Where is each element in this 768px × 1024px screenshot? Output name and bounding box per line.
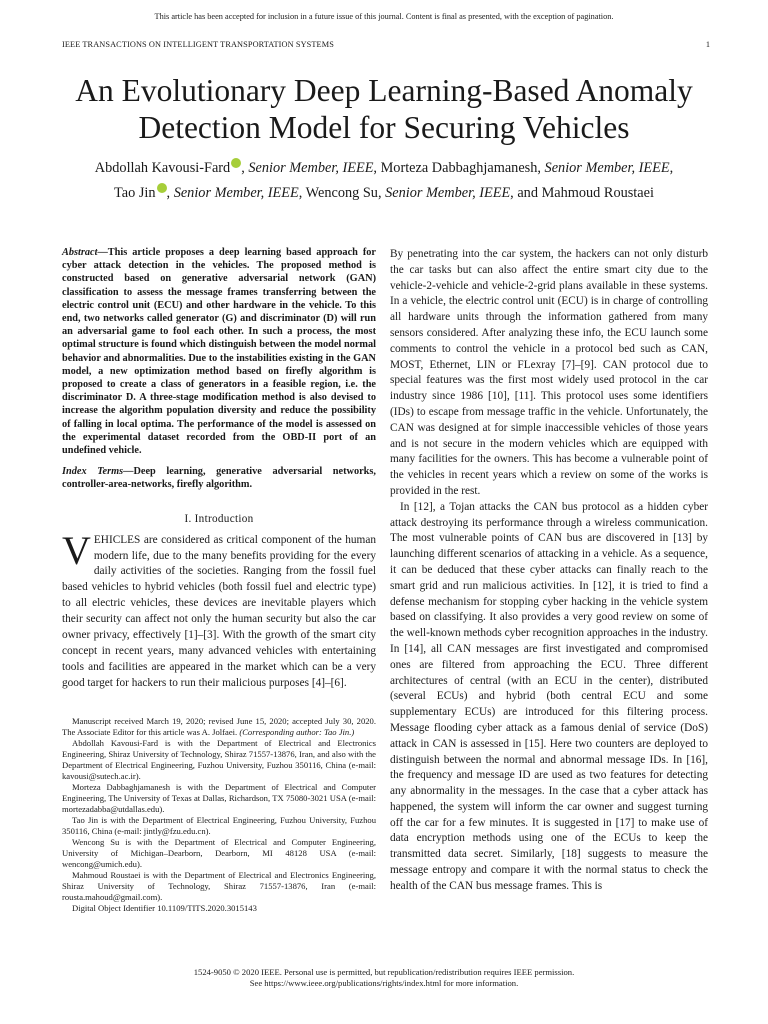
footnote-affiliation: Abdollah Kavousi-Fard is with the Department of Electrical and Electronics Engineering, Shiraz University of Technology, Shiraz 71557-13876, Iran, and also with the Department of Electrical Engineering, Fuzhou University, Fuzhou 350116, China (e-mail: kavousi@sutech.ac.ir).: [62, 738, 376, 781]
title-line-2: Detection Model for Securing Vehicles: [138, 110, 630, 145]
author-name: Tao Jin: [114, 185, 156, 201]
index-terms-text: Deep learning, generative adversarial networks, controller-area-networks, firefly algorithm.: [62, 466, 376, 491]
left-column: [62, 246, 376, 692]
author-name: Morteza Dabbaghjamanesh: [380, 160, 538, 176]
footnote-affiliation: Tao Jin is with the Department of Electrical Engineering, Fuzhou University, Fuzhou 350116, China (e-mail: jintly@fzu.edu.cn).: [62, 815, 376, 836]
abstract-lead: Abstract: [62, 247, 98, 258]
footnotes: [62, 716, 376, 914]
acceptance-banner: This article has been accepted for inclusion in a future issue of this journal. Content is final as presented, with the exception of pagination.: [154, 12, 614, 21]
footnote-affiliation: Morteza Dabbaghjamanesh is with the Department of Electrical and Computer Engineering, The University of Texas at Dallas, Richardson, TX 75080-3021 USA (e-mail: mortezadabba@utdallas.edu).: [62, 782, 376, 814]
page-number: 1: [705, 40, 710, 49]
paper-title: [60, 72, 708, 146]
manuscript-dates: Manuscript received March 19, 2020; revised June 15, 2020; accepted July 30, 2020. The Associate Editor for this article was A. Jolfaei.: [62, 716, 376, 737]
title-line-1: An Evolutionary Deep Learning-Based Anomaly: [75, 73, 693, 108]
body-paragraph: By penetrating into the car system, the hackers can not only disturb the car tasks but can also affect the entire smart city due to the vehicle-2-vehicle and vehicle-2-grid plans available in these systems. In a vehicle, the electric control unit (ECU) is in charge of controlling all hardware units through the information gathered from many sensors considered. After analyzing these info, the ECU launch some comments to control the vehicle in a protocol bed such as CAN, MOST, Ethernet, LIN or FLexray [7]–[9]. CAN protocol due to special features was the first most widely used protocol in the car industry since 1986 [10], [11]. This protocol uses some identifiers (IDs) to escape from message traffic in the vehicle. Unfortunately, the CAN was designed at for simple inaccessible vehicles of those years and is not secure in the modern vehicles which are equipped with many facilities for the owners. This has become a vulnerable point of the vehicles in recent years which a review on some of the works is provided in the rest.: [390, 248, 708, 497]
author-role: Senior Member, IEEE: [173, 185, 299, 201]
author-conjunction: and: [517, 185, 538, 201]
footnote-manuscript: [62, 716, 376, 738]
abstract: Abstract—This article proposes a deep learning based approach for cyber attack detection in the vehicles. The proposed method is constructed based on generative adversarial network (GAN) classification to assess the message frames transferring between the electric control unit (ECU) and other hardware in the vehicle. To this end, two networks called generator (G) and discriminator (D) will run an adversarial game to fool each other. In such a process, the most optimal structure is found which distinguish between the model normal behavior and abnormalities. Due to the instabilities existing in the GAN model, a new optimization method based on firefly algorithm is proposed to create a class of generators in a feasible region, i.e. the discriminator D. A three-stage modification method is also devised to increase the algorithm population diversity and reduce the possibility of falling in local optima. The performance of the model is assessed on the experimental dataset recorded from the OBD-II port of an undefined vehicle.: [62, 247, 376, 457]
intro-paragraph: [62, 527, 376, 692]
author-name: Mahmoud Roustaei: [541, 185, 654, 201]
footnote-affiliation: Wencong Su is with the Department of Electrical and Computer Engineering, University of Michigan–Dearborn, Dearborn, MI 48128 USA (e-mail: wencong@umich.edu).: [62, 837, 376, 869]
index-terms: Index Terms—Deep learning, generative adversarial networks, controller-area-networks, firefly algorithm.: [62, 466, 376, 491]
author-role: Senior Member, IEEE: [385, 185, 511, 201]
orcid-icon[interactable]: [231, 158, 241, 168]
author-line-2: Tao Jin , Senior Member, IEEE, Wencong Su, Senior Member, IEEE, and Mahmoud Roustaei: [114, 185, 654, 201]
index-terms-lead: Index Terms: [62, 466, 124, 478]
author-role: Senior Member, IEEE: [544, 160, 670, 176]
intro-text: EHICLES are considered as critical component of the human modern life, due to the many benefits providing for the every daily activities of the societies. Ranging from the fossil fuel based vehicles to hybrid vehicles (both fossil fuel and electric type) to all electric vehicles, these devices are inevitable players which their security can affect not only the human security but also the car owner privacy, effectively [1]–[3]. With the growth of the smart city concept in recent years, many advanced vehicles with entertaining tools and facilities are appeared in the market which can be a very good target for hackers to run their malicious purposes [4]–[6].: [62, 533, 376, 689]
drop-cap: V: [62, 527, 91, 573]
journal-name: IEEE TRANSACTIONS ON INTELLIGENT TRANSPORTATION SYSTEMS: [62, 40, 334, 49]
orcid-icon[interactable]: [157, 183, 167, 193]
body-paragraph: In [12], a Tojan attacks the CAN bus protocol as a hidden cyber attack destroying its performance through a wireless communication. The most vulnerable points of CAN bus are discovered in [13] by launching different scenarios of attacking in a vehicle. As a sequence, it can be deduced that these cyber attacks can finally reach to the smart grid and run malicious activities. In [12], it is tried to find a defense mechanism for stopping cyber hacking in the vehicle system based on classifying. It also provides a very good review on some of the well-known methods cyber recognition approaches in the industry. In [14], all CAN messages are first investigated and compromised ones are filtered from approaching the ECU. Three different architectures of central (with an ECU in the center), distributed (several ECUs) and hybrid (both central ECU and some supplementary ECUs) are introduced for this filtering process. Message flooding cyber attack as a famous denial of service (DoS) attack in CAN is assessed in [15]. Here two counters are deployed to distinguish between the normal and abnormal message IDs. In [16], the frequency and message ID are used as two features for detecting any abnormality in the messages. In the case that a cyber attack has happened, the system will inform the car owner and suggest turning off the car for a few minutes. It is suggested in [17] to make use of data encryption methods using one of the ECUs to keep the transmitted data secret. Similarly, [18] suggests to measure the message entropy and compare it with the normal status to check the health of the CAN bus message frames. This is: [390, 500, 708, 892]
right-column: [390, 247, 708, 895]
copyright-line-1: 1524-9050 © 2020 IEEE. Personal use is permitted, but republication/redistribution requires IEEE permission.: [193, 967, 575, 977]
copyright-notice: [0, 967, 768, 989]
abstract-text: This article proposes a deep learning based approach for cyber attack detection in the vehicles. The proposed method is constructed based on generative adversarial network (GAN) classification to assess the message frames transferring between the electric control unit (ECU) and other hardware in the vehicle. To this end, two networks called generator (G) and discriminator (D) will run an adversarial game to fool each other. In such a process, the most optimal structure is found which distinguish between the model normal behavior and abnormalities. Due to the instabilities existing in the GAN model, a new optimization method based on firefly algorithm is proposed to create a class of generators in a feasible region, i.e. the discriminator D. A three-stage modification method is also devised to increase the algorithm population diversity and reduce the possibility of falling in local optima. The performance of the model is assessed on the experimental dataset recorded from the OBD-II port of an undefined vehicle.: [62, 247, 376, 457]
copyright-line-2: See https://www.ieee.org/publications/rights/index.html for more information.: [249, 978, 519, 988]
author-list: [60, 156, 708, 206]
corresponding-author: (Corresponding author: Tao Jin.): [239, 727, 355, 737]
doi: Digital Object Identifier 10.1109/TITS.2020.3015143: [72, 903, 257, 913]
author-name: Abdollah Kavousi-Fard: [94, 160, 231, 176]
author-role: Senior Member, IEEE: [248, 160, 374, 176]
author-name: Wencong Su: [305, 185, 378, 201]
author-line-1: Abdollah Kavousi-Fard , Senior Member, IEEE, Morteza Dabbaghjamanesh, Senior Member, IEEE,: [94, 160, 674, 176]
footnote-affiliation: Mahmoud Roustaei is with the Department of Electrical and Electronics Engineering, Shiraz University of Technology, Shiraz 71557-13876, Iran (e-mail: rousta.mahoud@gmail.com).: [62, 870, 376, 902]
section-heading: I. Introduction: [184, 512, 254, 525]
